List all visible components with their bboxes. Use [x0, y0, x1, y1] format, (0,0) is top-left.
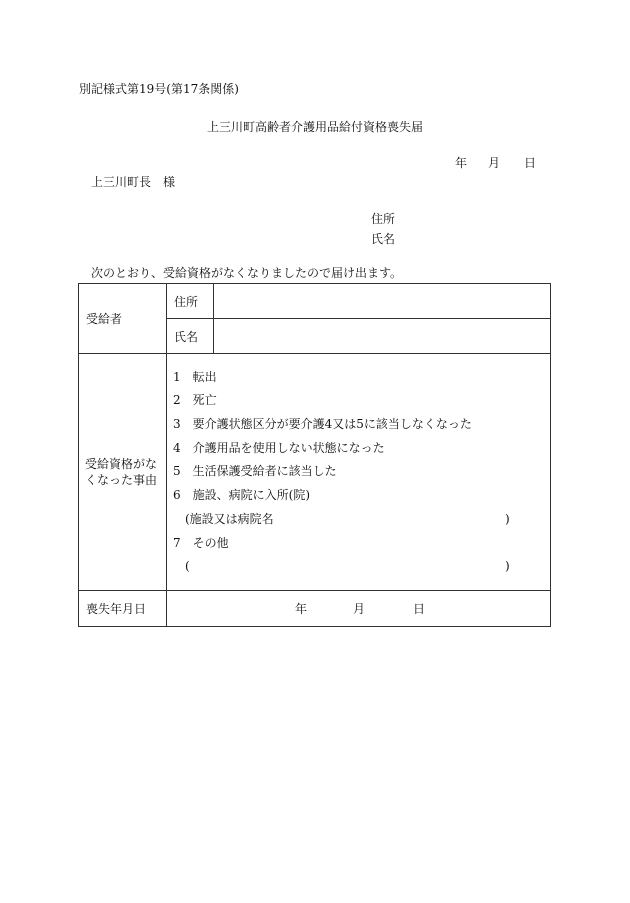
facility-close-paren: ) — [505, 512, 510, 526]
other-close-paren: ) — [505, 559, 510, 573]
loss-date-year: 年 — [295, 602, 308, 616]
recipient-label: 受給者 — [79, 284, 167, 354]
recipient-address-field[interactable] — [214, 284, 551, 319]
recipient-address-label: 住所 — [167, 284, 214, 319]
other-reason-field[interactable]: ( — [185, 559, 190, 573]
loss-date-day: 日 — [413, 602, 426, 616]
reason-option[interactable]: 5 生活保護受給者に該当した — [173, 464, 337, 478]
reason-label: 受給資格がなくなった事由 — [79, 354, 167, 591]
recipient-name-field[interactable] — [214, 319, 551, 354]
recipient-name-label: 氏名 — [167, 319, 214, 354]
form-table — [78, 283, 551, 627]
statement: 次のとおり、受給資格がなくなりましたので届け出ます。 — [91, 266, 403, 280]
loss-date-label: 喪失年月日 — [79, 591, 167, 627]
date-year-label: 年 — [455, 156, 468, 170]
reason-option[interactable]: 6 施設、病院に入所(院) — [173, 488, 310, 502]
reason-row — [79, 354, 551, 591]
applicant-address-label: 住所 — [371, 212, 396, 226]
loss-date-field[interactable] — [167, 591, 551, 627]
form-title: 上三川町高齢者介護用品給付資格喪失届 — [207, 120, 424, 134]
reason-options — [167, 354, 551, 591]
reason-option-other[interactable]: 7 その他 — [173, 536, 229, 550]
addressee: 上三川町長 様 — [91, 175, 176, 189]
reason-option[interactable]: 2 死亡 — [173, 393, 217, 407]
facility-name-field[interactable]: (施設又は病院名 — [185, 512, 274, 526]
date-month-label: 月 — [488, 156, 501, 170]
loss-date-row — [79, 591, 551, 627]
reason-option[interactable]: 3 要介護状態区分が要介護4又は5に該当しなくなった — [173, 417, 472, 431]
reason-option[interactable]: 4 介護用品を使用しない状態になった — [173, 441, 385, 455]
form-number: 別記様式第19号(第17条関係) — [79, 82, 239, 96]
reason-option[interactable]: 1 転出 — [173, 370, 217, 384]
date-day-label: 日 — [524, 156, 537, 170]
applicant-name-label: 氏名 — [371, 232, 396, 246]
recipient-address-row — [79, 284, 551, 319]
loss-date-month: 月 — [353, 602, 366, 616]
